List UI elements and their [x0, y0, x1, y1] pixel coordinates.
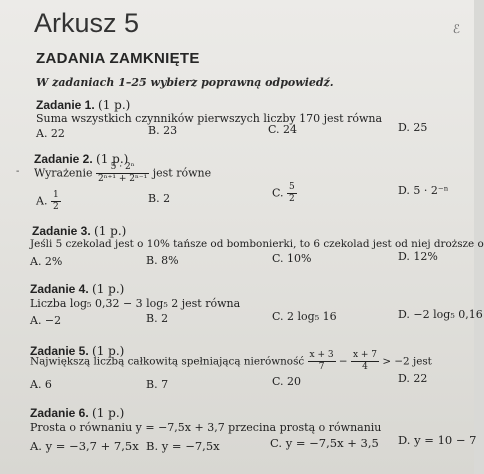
task-1-answer-d[interactable]: D. 25: [398, 121, 428, 134]
task-3-answer-d[interactable]: D. 12%: [398, 250, 438, 263]
task-5-answer-a[interactable]: A. 6: [30, 378, 52, 391]
task-1-answer-b[interactable]: B. 23: [148, 124, 178, 137]
task-5-label: Zadanie 5.: [30, 344, 89, 358]
task-1-points: (1 p.): [98, 98, 131, 112]
task-5-question-prefix: Największą liczbą całkowitą spełniającą nierówność: [30, 355, 305, 368]
section-heading: ZADANIA ZAMKNIĘTE: [36, 50, 200, 67]
task-2-label: Zadanie 2.: [34, 152, 93, 166]
task-1-heading: [36, 98, 130, 112]
task-4-answer-a[interactable]: A. −2: [30, 314, 62, 327]
task-3-label: Zadanie 3.: [32, 224, 91, 238]
instructions: W zadaniach 1–25 wybierz poprawną odpowiedź.: [36, 76, 334, 89]
task-2-answer-c[interactable]: [272, 182, 297, 205]
task-2-points: (1 p.): [96, 152, 129, 166]
task-2-answer-d[interactable]: D. 5 · 2⁻ⁿ: [398, 184, 449, 197]
task-6-answer-b[interactable]: B. y = −7,5x: [146, 439, 220, 453]
task-1-answer-c[interactable]: C. 24: [268, 123, 298, 136]
task-5-fraction-1-numerator: x + 3: [309, 350, 334, 360]
task-6-points: (1 p.): [92, 406, 125, 420]
task-5-fraction-1-denominator: 7: [318, 362, 325, 372]
task-2-answer-a-denominator: 2: [52, 202, 59, 212]
task-2-answer-a-numerator: 1: [52, 190, 59, 200]
margin-mark: -: [16, 166, 20, 177]
task-5-answer-d[interactable]: D. 22: [398, 372, 428, 385]
task-2-fraction-denominator: 2ⁿ⁺¹ + 2ⁿ⁻¹: [98, 174, 148, 184]
task-3-answer-c[interactable]: C. 10%: [272, 252, 312, 265]
task-3-heading: [32, 224, 126, 238]
task-4-points: (1 p.): [92, 282, 125, 296]
task-5-answer-b[interactable]: B. 7: [146, 378, 169, 391]
task-3-answer-a[interactable]: A. 2%: [30, 255, 63, 268]
task-4-answer-c[interactable]: C. 2 log₅ 16: [272, 310, 337, 323]
task-4-answer-b[interactable]: B. 2: [146, 312, 169, 325]
task-2-answer-c-label: C.: [272, 186, 284, 200]
task-2-question-prefix: Wyrażenie: [34, 166, 93, 180]
task-6-label: Zadanie 6.: [30, 406, 89, 420]
corner-pencil-mark: ℰ: [452, 22, 460, 36]
task-5-points: (1 p.): [92, 344, 125, 358]
task-3-points: (1 p.): [94, 224, 127, 238]
task-5-question: [30, 350, 432, 373]
task-2-answer-c-denominator: 2: [289, 194, 295, 204]
task-2-question: [34, 162, 211, 185]
task-5-question-suffix: > −2 jest: [382, 355, 432, 368]
task-6-question: Prosta o równaniu y = −7,5x + 3,7 przecina prostą o równaniu: [30, 421, 382, 434]
task-2-answer-c-fraction: [287, 182, 297, 205]
task-6-answer-a[interactable]: A. y = −3,7 + 7,5x: [30, 439, 139, 453]
task-6-heading: [30, 406, 124, 420]
task-2-answer-a-fraction: [51, 190, 61, 213]
task-2-answer-c-numerator: 5: [289, 182, 295, 192]
task-1-answer-a[interactable]: A. 22: [36, 127, 65, 140]
task-1-label: Zadanie 1.: [36, 98, 95, 112]
task-6-answer-d[interactable]: D. y = 10 − 7: [398, 433, 477, 447]
task-1-question: Suma wszystkich czynników pierwszych liczby 170 jest równa: [36, 112, 383, 125]
task-3-question: Jeśli 5 czekolad jest o 10% tańsze od bombonierki, to 6 czekolad jest od niej droższe o: [30, 238, 484, 250]
task-5-fraction-2-numerator: x + 7: [352, 350, 378, 360]
task-4-label: Zadanie 4.: [30, 282, 89, 296]
task-5-fraction-2: [351, 350, 379, 373]
task-2-answer-a-label: A.: [36, 194, 48, 208]
task-2-fraction-numerator: 5 · 2ⁿ: [96, 162, 149, 174]
task-5-answer-c[interactable]: C. 20: [272, 375, 302, 388]
task-2-question-suffix: jest równe: [152, 166, 212, 180]
task-3-answer-b[interactable]: B. 8%: [146, 254, 179, 267]
task-2-answer-a[interactable]: [36, 190, 61, 213]
task-4-answer-d[interactable]: D. −2 log₅ 0,16: [398, 308, 483, 321]
task-4-question: Liczba log₅ 0,32 − 3 log₅ 2 jest równa: [30, 297, 241, 310]
task-2-fraction: [96, 162, 149, 185]
task-2-answer-b[interactable]: B. 2: [148, 192, 171, 205]
sheet-title: Arkusz 5: [34, 8, 140, 38]
task-5-minus: −: [338, 355, 348, 368]
task-5-fraction-2-denominator: 4: [362, 362, 368, 372]
task-6-answer-c[interactable]: C. y = −7,5x + 3,5: [270, 436, 379, 450]
task-4-heading: [30, 282, 124, 296]
task-5-fraction-1: [308, 350, 336, 373]
